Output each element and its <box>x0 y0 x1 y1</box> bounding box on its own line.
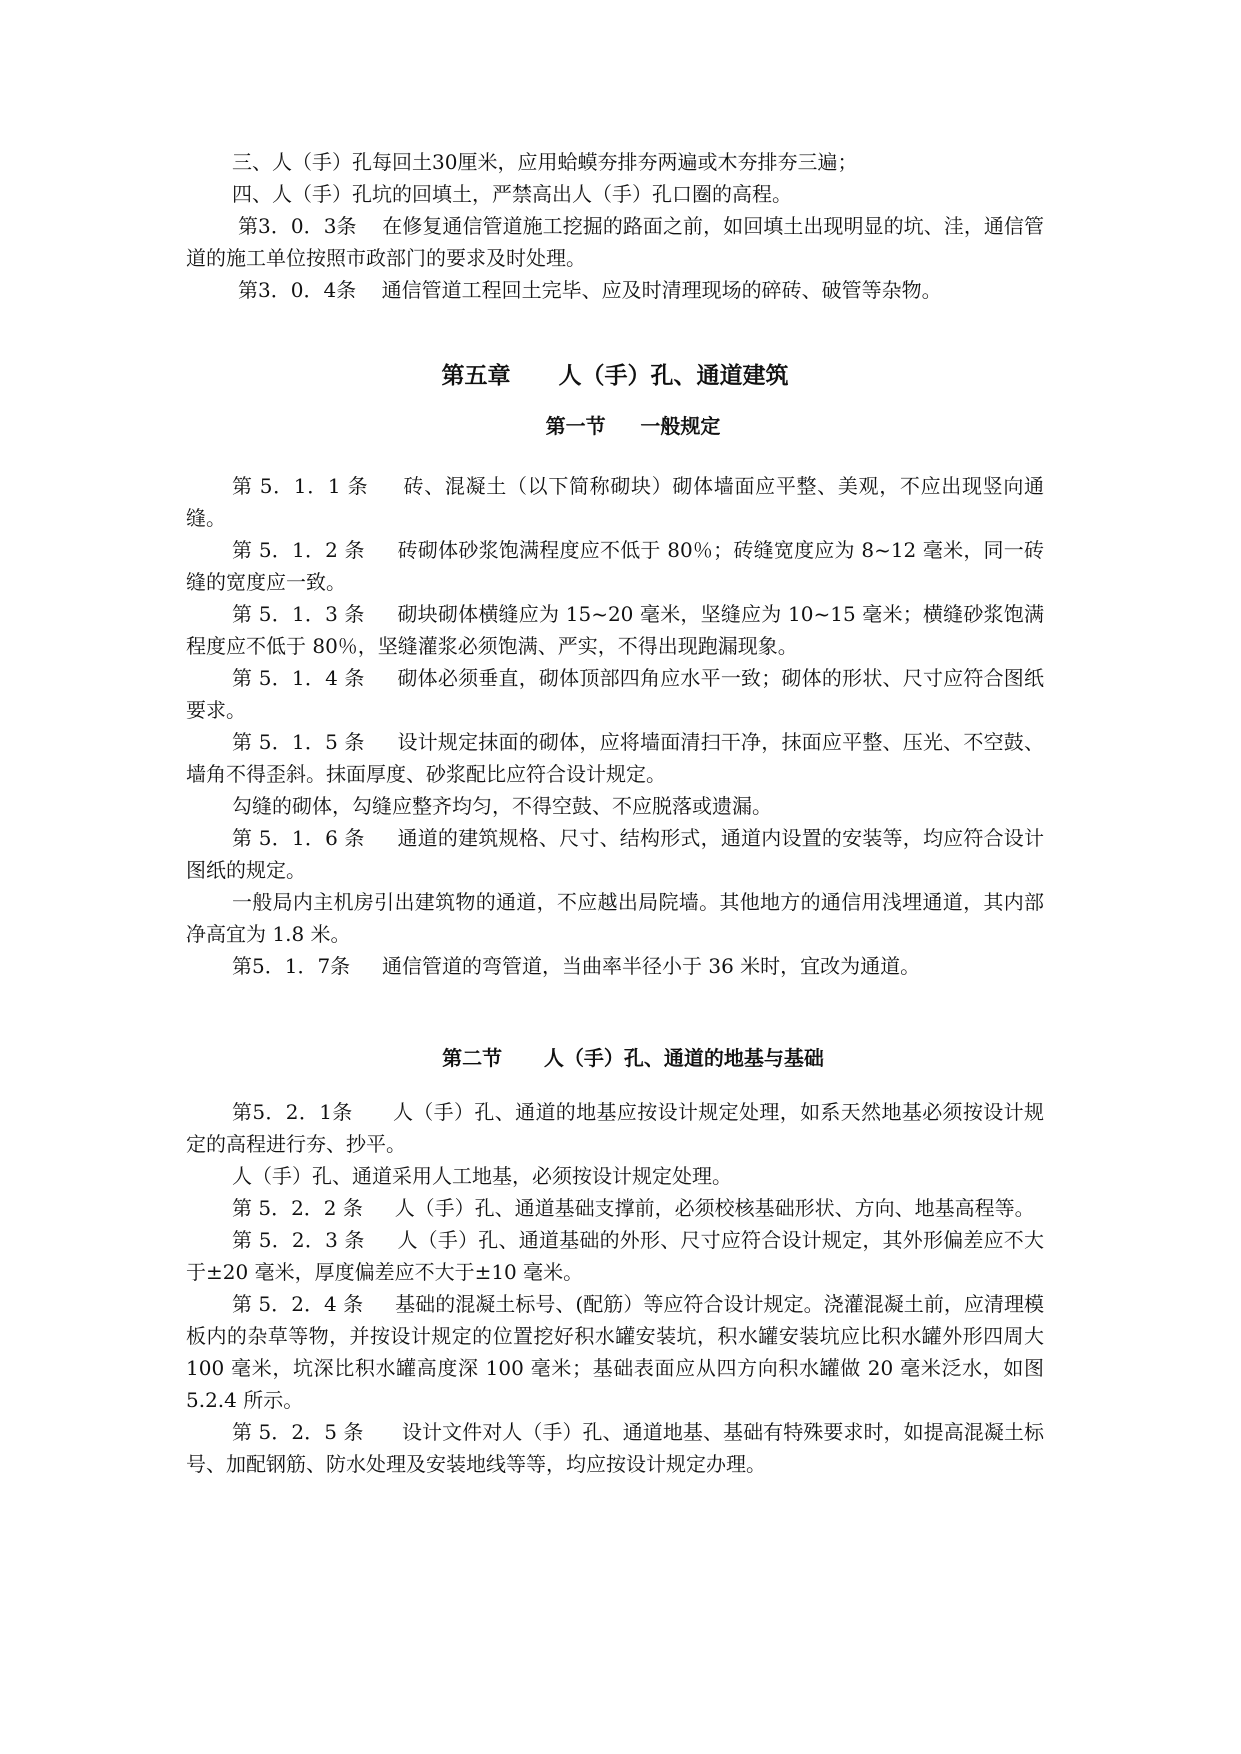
section-number: 第二节 <box>442 1046 503 1070</box>
article-5-2-5 <box>186 1416 1044 1480</box>
paragraph-tunnel-height: 一般局内主机房引出建筑物的通道，不应越出局院墙。其他地方的通信用浅埋通道，其内部净高宜为 1.8 米。 <box>186 890 1044 946</box>
section-number: 第一节 <box>545 414 606 438</box>
chapter-heading <box>186 358 1044 394</box>
article-number: 第 5．2．2 条 <box>232 1196 363 1220</box>
article-number: 第 5．1．6 条 <box>232 826 365 850</box>
top-line-1: 三、人（手）孔每回土30厘米，应用蛤蟆夯排夯两遍或木夯排夯三遍； <box>232 150 858 174</box>
article-text: 砖、混凝土（以下简称砌块）砌体墙面应平整、美观，不应出现竖向通缝。 <box>186 474 1044 530</box>
article-5-1-5 <box>186 726 1044 790</box>
chapter-number: 第五章 <box>441 362 511 389</box>
section-2-body <box>186 1096 1044 1480</box>
article-text: 通信管道工程回土完毕、应及时清理现场的碎砖、破管等杂物。 <box>381 278 942 302</box>
article-text: 基础的混凝土标号、(配筋）等应符合设计规定。浇灌混凝土前，应清理模板内的杂草等物，并按设计规定的位置挖好积水罐安装坑，积水罐安装坑应比积水罐外形四周大 100 毫米，坑深比积水罐高度深 100 毫米；基础表面应从四方向积水罐做 20 毫米泛水，如图 5.2.4 所示。 <box>186 1292 1044 1412</box>
article-text: 人（手）孔、通道基础的外形、尺寸应符合设计规定，其外形偏差应不大于±20 毫米，厚度偏差应不大于±10 毫米。 <box>186 1228 1045 1284</box>
article-number: 第5．1．7条 <box>232 954 351 978</box>
article-5-1-1 <box>186 470 1044 534</box>
top-line-2: 四、人（手）孔坑的回填土，严禁高出人（手）孔口圈的高程。 <box>232 182 792 206</box>
article-text: 在修复通信管道施工挖掘的路面之前，如回填土出现明显的坑、洼，通信管道的施工单位按照市政部门的要求及时处理。 <box>186 214 1044 270</box>
article-5-1-3 <box>186 598 1044 662</box>
article-text: 砌体必须垂直，砌体顶部四角应水平一致；砌体的形状、尺寸应符合图纸要求。 <box>186 666 1045 722</box>
article-number: 第 5．1．4 条 <box>232 666 365 690</box>
article-text: 砖砌体砂浆饱满程度应不低于 80％；砖缝宽度应为 8~12 毫米，同一砖缝的宽度应一致。 <box>186 538 1045 594</box>
article-number: 第 5．2．3 条 <box>232 1228 365 1252</box>
document-body <box>186 146 1044 1480</box>
article-number: 第5．2．1条 <box>232 1100 353 1124</box>
article-5-1-4 <box>186 662 1044 726</box>
paragraph-pointing: 勾缝的砌体，勾缝应整齐均匀，不得空鼓、不应脱落或遗漏。 <box>232 794 772 818</box>
article-number: 第 5．1．1 条 <box>232 474 369 498</box>
paragraph-artificial-foundation: 人（手）孔、通道采用人工地基，必须按设计规定处理。 <box>232 1164 732 1188</box>
chapter-title: 人（手）孔、通道建筑 <box>558 362 789 389</box>
section-2-heading <box>186 1042 1044 1074</box>
article-text: 设计文件对人（手）孔、通道地基、基础有特殊要求时，如提高混凝土标号、加配钢筋、防水处理及安装地线等等，均应按设计规定办理。 <box>186 1420 1045 1476</box>
article-5-1-7 <box>186 950 1044 982</box>
article-text: 砌块砌体横缝应为 15~20 毫米，坚缝应为 10~15 毫米；横缝砂浆饱满程度应不低于 80％，坚缝灌浆必须饱满、严实，不得出现跑漏现象。 <box>186 602 1044 658</box>
article-number: 第 5．1．5 条 <box>232 730 365 754</box>
article-number: 第 5．1．3 条 <box>232 602 365 626</box>
article-5-2-4 <box>186 1288 1044 1416</box>
article-5-2-1 <box>186 1096 1044 1160</box>
section-title: 一般规定 <box>640 414 721 438</box>
section-1-body <box>186 470 1044 982</box>
article-text: 设计规定抹面的砌体，应将墙面清扫干净，抹面应平整、压光、不空鼓、墙角不得歪斜。抹面厚度、砂浆配比应符合设计规定。 <box>186 730 1045 786</box>
article-number: 第3．0．3条 <box>238 214 357 238</box>
article-3-0-4 <box>186 274 1044 306</box>
article-text: 通道的建筑规格、尺寸、结构形式，通道内设置的安装等，均应符合设计图纸的规定。 <box>186 826 1045 882</box>
section-1-heading <box>186 410 1044 442</box>
article-5-2-2 <box>186 1192 1044 1224</box>
article-5-2-3 <box>186 1224 1044 1288</box>
article-text: 人（手）孔、通道基础支撑前，必须校核基础形状、方向、地基高程等。 <box>394 1196 1035 1220</box>
article-number: 第 5．2．5 条 <box>232 1420 364 1444</box>
article-number: 第 5．2．4 条 <box>232 1292 364 1316</box>
article-5-1-6 <box>186 822 1044 886</box>
article-5-1-2 <box>186 534 1044 598</box>
article-number: 第3．0．4条 <box>238 278 357 302</box>
article-number: 第 5．1．2 条 <box>232 538 365 562</box>
article-text: 通信管道的弯管道，当曲率半径小于 36 米时，宜改为通道。 <box>381 954 921 978</box>
section-title: 人（手）孔、通道的地基与基础 <box>543 1046 824 1070</box>
article-text: 人（手）孔、通道的地基应按设计规定处理，如系天然地基必须按设计规定的高程进行夯、抄平。 <box>186 1100 1044 1156</box>
article-3-0-3 <box>186 210 1044 274</box>
